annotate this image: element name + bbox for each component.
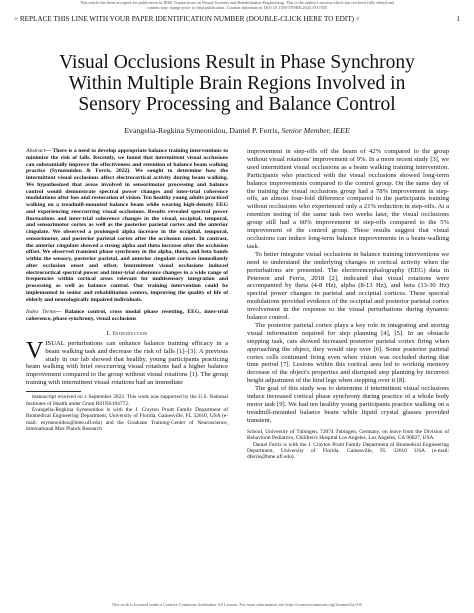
banner-line-2: content may change prior to final publication. Citation information: DOI 10.1109/TNSRE.2023.3317055 bbox=[146, 5, 328, 10]
author-role: Senior Member, IEEE bbox=[281, 126, 350, 135]
body-paragraph-3: The posterior parietal cortex plays a key role in integrating and storing visual information required for step planning [4], [5]. In an obstacle stepping task, cats showed increased posterior parietal cortex firing when approaching the object, they would step over [6]. Some posterior parietal cortex cells continued firing even when vision was occluded during that time period [7]. Lesions within this cortical area led to working memory decrease of the object's properties and disrupted step planning by incorrect height adjustment of the hind legs when stepping over it [8]. bbox=[247, 321, 449, 385]
author-names: Evangelia-Regkina Symeonidou, Daniel P. Ferris, bbox=[124, 126, 280, 135]
footnote-author-1: Evangelia-Regkina Symeonidou is with the J. Crayton Pruitt Family Department of Biomedical Engineering Department, University of Florida, Gainesville, FL 32610, USA (e-mail: esymeonidou@bme.ufl.edu) and the Graduate Training-Center of Neuroscience, International Max Planck Research bbox=[26, 407, 228, 433]
left-column bbox=[26, 148, 228, 433]
index-terms bbox=[26, 309, 228, 323]
body-paragraph-2: To better integrate visual occlusions in balance training interventions we need to understand the underlying changes in cortical activity when the perturbations are presented. The electroencephalography (EEG) data in Peterson and Ferris, 2018 [2], indicated that visual rotations were accompanied by theta (4-8 Hz), alpha (8-13 Hz), and beta (13-30 Hz) spectral power changes in parietal and occipital cortices. These spectral modulations provided evidence of the occipital and posterior parietal cortex involvement in the response to the visual perturbations during dynamic balance control. bbox=[247, 250, 449, 322]
page-number: 1 bbox=[456, 15, 460, 23]
right-column bbox=[247, 148, 449, 461]
body-paragraph-1: improvement in step-offs off the beam of 42% compared to the group without visual rotations' improvement of 9%. In a more recent study [3], we used intermittent visual occlusions as a beam walking training intervention. Participants who practiced with the visual occlusions showed long-term balance improvements compared to the control group. On the same day of the training the visual occlusions group had a 78% improvement in step-offs, an almost four-fold difference compared to the participants training without occlusions who experienced only a 21% reduction in step-offs. At a retention testing of the same task two weeks later, the visual occlusions group still had a 60% improvement in step-offs compared to the 5% improvement of the control group. These results suggest that visual occlusions can induce long-term balance improvements in a beam-walking task. bbox=[247, 148, 449, 250]
footnote-manuscript: manuscript received on x September 2022. This work was supported by the U.S. National Institutes of Health under Grant R01NS104772. bbox=[26, 394, 228, 407]
title-line-2: Within Multiple Brain Regions Involved in bbox=[68, 73, 406, 94]
title-line-1: Visual Occlusions Result in Phase Synchrony bbox=[59, 52, 415, 73]
abstract-label: Abstract bbox=[26, 148, 46, 154]
section-heading-introduction: I. Introduction bbox=[106, 329, 148, 337]
footnote-author-1-cont: School, University of Tubingen, 72074 Tubingen, Germany, on leave from the Division of Behavioral Pediatrics, Children's Hospital Los Angeles, Los Angeles, CA 90027, USA. bbox=[247, 428, 449, 442]
body-paragraph-4: The goal of this study was to determine if intermittent visual occlusions induce increased cortical phase synchrony during practice of a whole body motor task [9]. We had ten healthy young participants practice walking on a treadmill-mounted balance beam while liquid crystal glasses provided transient, bbox=[247, 385, 449, 424]
footnote-author-2: Daniel Ferris is with the J. Crayton Pruitt Family Department of Biomedical Engineering Department, University of Florida, Gainesville, FL 32610 USA (e-mail: dferris@bme.ufl.edu). bbox=[247, 441, 449, 461]
header-text: > REPLACE THIS LINE WITH YOUR PAPER IDENTIFICATION NUMBER (DOUBLE-CLICK HERE TO EDIT) < bbox=[14, 15, 360, 23]
publication-banner bbox=[20, 0, 454, 10]
license-footer: This work is licensed under a Creative Commons Attribution 4.0 License. For more information, see https://creativecommons.org/licenses/by/4.0/ bbox=[111, 602, 363, 607]
author-line bbox=[30, 126, 444, 136]
abstract bbox=[26, 148, 228, 303]
footnote-divider bbox=[26, 391, 81, 392]
title-line-3: Sensory Processing and Balance Control bbox=[78, 94, 396, 115]
paper-title bbox=[30, 52, 444, 115]
banner-line-1: This article has been accepted for publication in IEEE Transactions on Neural Systems and Rehabilitation Engineering. This is the author's version which has not been fully edited and bbox=[79, 0, 395, 5]
running-header bbox=[14, 14, 460, 24]
intro-text: ISUAL perturbations can enhance balance training efficacy in a beam walking task and decrease the risk of falls [1]–[3]. A previous study in our lab showed that healthy, young participants practicing beam walking with brief reoccurring visual rotations had a higher balance improvement compared to the group without visual rotations [1]. The group training with intermittent visual rotations had an immediate bbox=[26, 339, 228, 387]
abstract-text: — There is a need to develop appropriate balance training interventions to minimize the risk of falls. Recently, we found that intermittent visual occlusions can substantially improve the effectiveness and retention of balance beam walking practice (Symeonidou & Ferris, 2022). We sought to determine how the intermittent visual occlusions affect electrocortical activity during beam walking. We hypothesized that areas involved in sensorimotor processing and balance control would demonstrate spectral power changes and inter-trial coherence modulations after loss and restoration of vision. Ten healthy young adults practiced walking on a treadmill-mounted balance beam while wearing high-density EEG and experiencing reoccurring visual occlusions. Results revealed spectral power fluctuations and inter-trial coherence changes in the visual, occipital, temporal, and sensorimotor cortex as well as the posterior parietal cortex and the anterior cingulate. We observed a prolonged alpha increase in the occipital, temporal, sensorimotor, and posterior parietal cortex after the occlusion onset. In contrast, the anterior cingulate showed a strong alpha and theta increase after the occlusion offset. We observed transient phase synchrony in the alpha, theta, and beta bands within the sensory, posterior parietal, and anterior cingulate cortices immediately after occlusion onset and offset. Intermittent visual occlusions induced electrocortical spectral power and inter-trial coherence changes in a wide range of frequencies within cortical areas relevant for multisensory integration and processing as well as balance control. Our training intervention could be implemented in senior and rehabilitation centers, improving the quality of life of elderly and neurologically impaired individuals. bbox=[26, 148, 228, 303]
drop-cap: V bbox=[26, 337, 44, 364]
intro-paragraph bbox=[26, 337, 228, 387]
index-terms-text: — Balance control, cross modal phase resetting, EEG, inter-trial coherence, phase synchrony, visual occlusions bbox=[26, 309, 228, 322]
index-terms-label: Index Terms bbox=[26, 309, 56, 316]
